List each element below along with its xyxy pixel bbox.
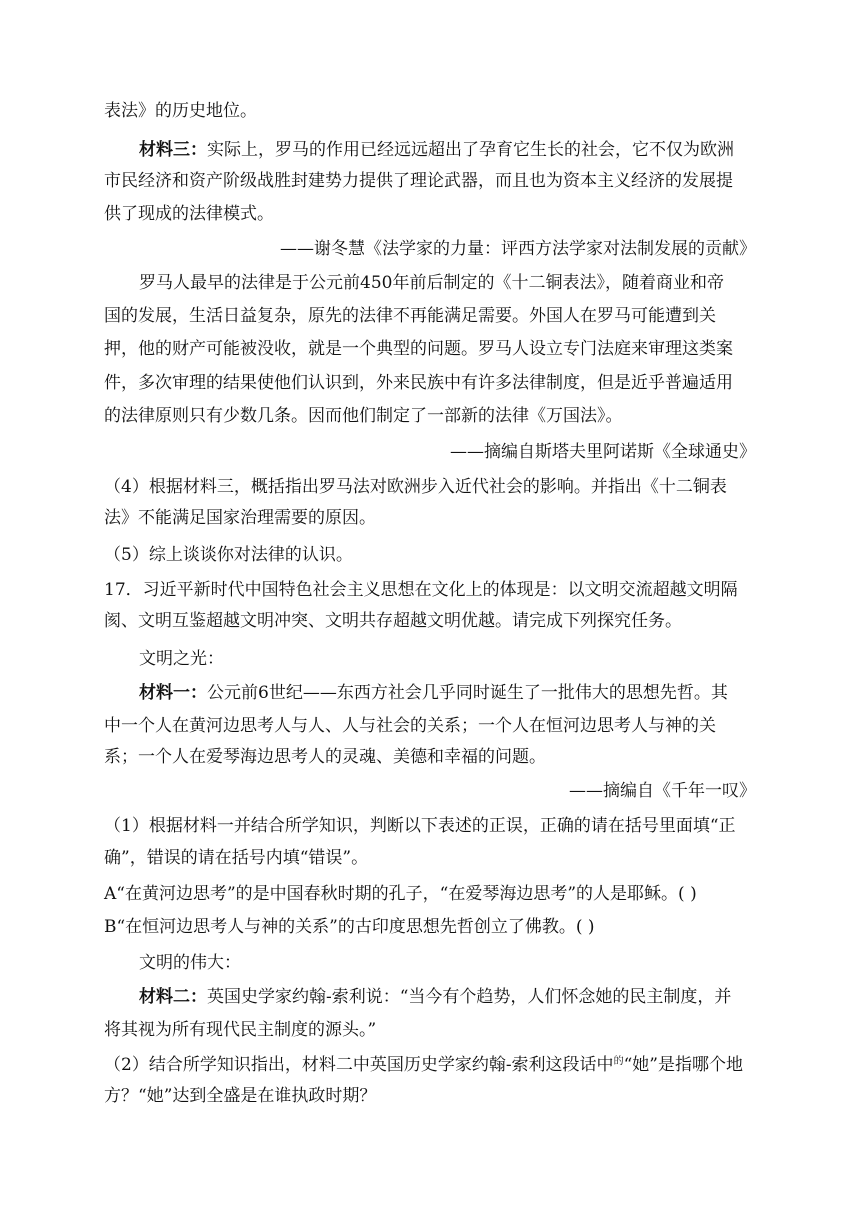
- section-heading: 文明之光：: [139, 649, 224, 669]
- text-line: 押，他的财产可能被没收，就是一个典型的问题。罗马人设立专门法庭来审理这类案: [104, 339, 733, 359]
- text-line: 系；一个人在爱琴海边思考人的灵魂、美德和幸福的问题。: [104, 747, 546, 767]
- text-span: 英国史学家约翰-索利说：“当今有个趋势，人们怀念她的民主制度，并: [207, 987, 732, 1007]
- question-2: [104, 1054, 756, 1079]
- text-span: 实际上，罗马的作用已经远远超出了孕育它生长的社会，它不仅为欧洲: [207, 140, 734, 160]
- material-one-paragraph: [139, 682, 756, 704]
- text-line: 法》不能满足国家治理需要的原因。: [104, 508, 376, 528]
- statement-b: B“在恒河边思考人与神的关系”的古印度思想先哲创立了佛教。( ): [104, 917, 595, 937]
- question-4: （4）根据材料三，概括指出罗马法对欧洲步入近代社会的影响。并指出《十二铜表: [104, 477, 727, 497]
- text-line: 件，多次审理的结果使他们认识到，外来民族中有许多法律制度，但是近乎普遍适用: [104, 373, 733, 393]
- section-heading: 文明的伟大：: [139, 953, 241, 973]
- source-citation: ——摘编自《千年一叹》: [569, 781, 756, 801]
- superscript-char: 的: [613, 1056, 624, 1067]
- text-line: 确”，错误的请在括号内填“错误”。: [104, 848, 369, 868]
- material-two-paragraph: [139, 986, 756, 1008]
- question-5: （5）综上谈谈你对法律的认识。: [104, 545, 353, 565]
- material-label: 材料三：: [139, 140, 207, 160]
- text-line: 方？“她”达到全盛是在谁执政时期？: [104, 1086, 377, 1106]
- text-line: 中一个人在黄河边思考人与人、人与社会的关系；一个人在恒河边思考人与神的关: [104, 716, 716, 736]
- text-line: 国的发展，生活日益复杂，原先的法律不再能满足需要。外国人在罗马可能遭到关: [104, 306, 716, 326]
- text-line: 将其视为所有现代民主制度的源头。”: [104, 1020, 377, 1040]
- text-span: （2）结合所学知识指出，材料二中英国历史学家约翰-索利这段话中: [104, 1055, 614, 1075]
- material-three-paragraph: [139, 139, 756, 161]
- question-17: 17．习近平新时代中国特色社会主义思想在文化上的体现是：以文明交流超越文明隔: [104, 580, 738, 600]
- text-line: 市民经济和资产阶级战胜封建势力提供了理论武器，而且也为资本主义经济的发展提: [104, 171, 733, 191]
- text-line: 供了现成的法律模式。: [104, 204, 274, 224]
- statement-a: A“在黄河边思考”的是中国春秋时期的孔子，“在爱琴海边思考”的人是耶稣。( ): [104, 884, 697, 904]
- source-citation: ——谢冬慧《法学家的力量：评西方法学家对法制发展的贡献》: [280, 239, 756, 259]
- text-line: 阂、文明互鉴超越文明冲突、文明共存超越文明优越。请完成下列探究任务。: [104, 611, 682, 631]
- text-line: 的法律原则只有少数几条。因而他们制定了一部新的法律《万国法》。: [104, 406, 623, 426]
- text-span: “她”是指哪个地: [623, 1055, 743, 1075]
- text-span: 公元前6世纪——东西方社会几乎同时诞生了一批伟大的思想先哲。其: [207, 683, 728, 703]
- text-line: 表法》的历史地位。: [104, 101, 257, 121]
- material-label: 材料二：: [139, 987, 207, 1007]
- source-citation: ——摘编自斯塔夫里阿诺斯《全球通史》: [450, 442, 756, 462]
- material-label: 材料一：: [139, 683, 207, 703]
- text-line: 罗马人最早的法律是于公元前450年前后制定的《十二铜表法》，随着商业和帝: [139, 273, 724, 293]
- question-1: （1）根据材料一并结合所学知识，判断以下表述的正误，正确的请在括号里面填“正: [104, 816, 736, 836]
